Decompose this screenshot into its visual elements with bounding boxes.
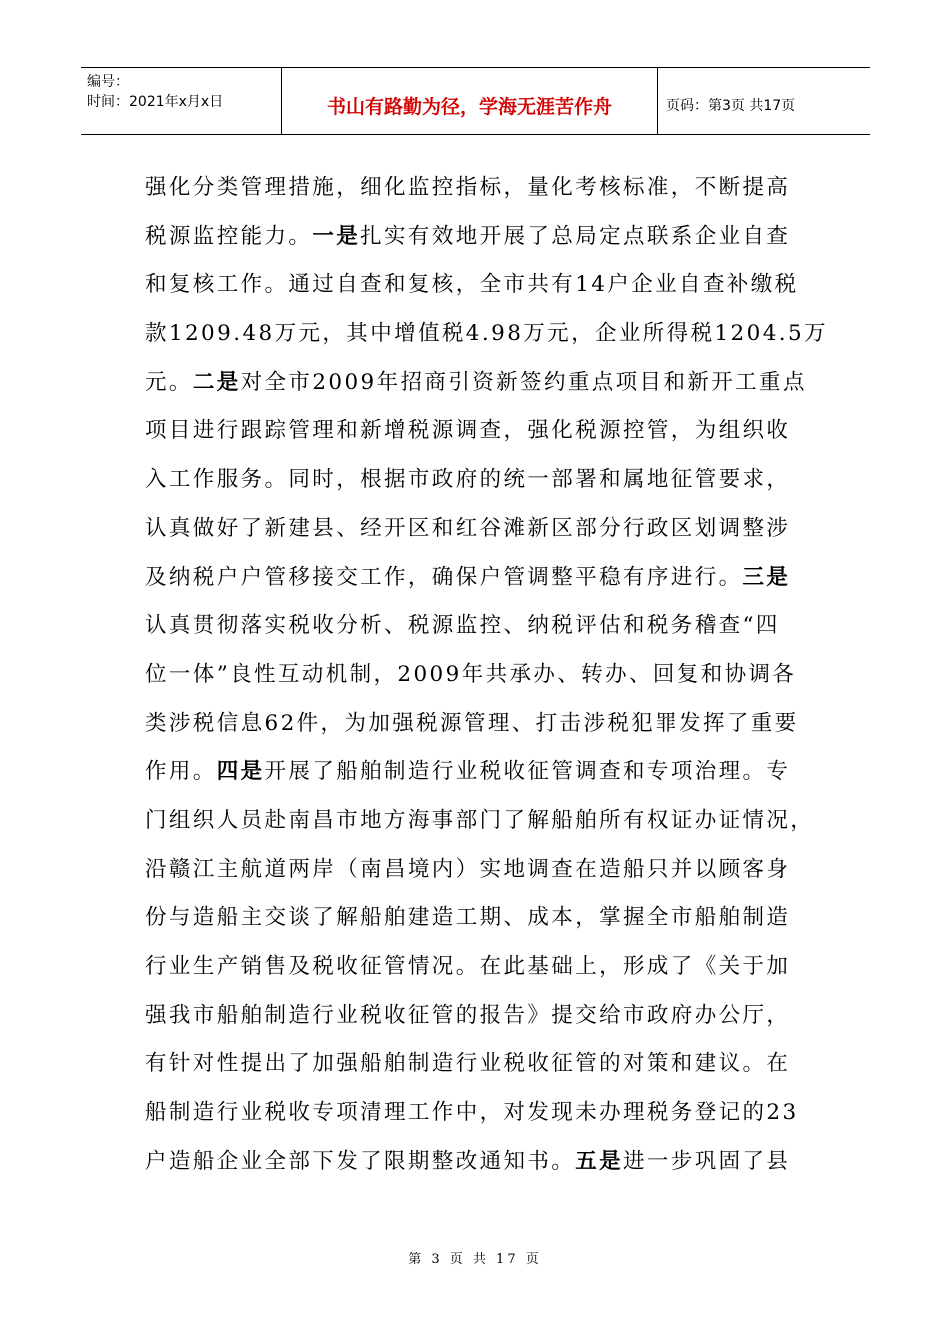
body-line — [145, 407, 810, 456]
bold-marker: 四是 — [216, 759, 265, 785]
text-run: 行业生产销售及税收征管情况。在此基础上，形成了《关于加 — [145, 954, 791, 979]
text-run: 沿赣江主航道两岸（南昌境内）实地调查在造船只并以顾客身 — [145, 856, 791, 882]
text-run: 及纳税户户管移接交工作，确保户管调整平稳有序进行。 — [145, 564, 743, 590]
body-line — [145, 797, 815, 846]
text-run: 户造船企业全部下发了限期整改通知书。 — [145, 1148, 576, 1174]
bold-marker: 三是 — [742, 564, 791, 590]
text-run: 有针对性提出了加强船舶制造行业税收征管的对策和建议。在 — [145, 1051, 791, 1077]
body-line — [145, 651, 810, 700]
body-line — [145, 505, 810, 554]
body-line — [145, 700, 810, 749]
page-header — [81, 67, 870, 135]
header-motto: 书山有路勤为径，学海无涯苦作舟 — [282, 68, 658, 134]
body-line — [145, 554, 810, 603]
header-meta — [81, 68, 282, 134]
text-run: 扎实有效地开展了总局定点联系企业自查 — [360, 223, 791, 249]
text-run: 认真贯彻落实税收分析、税源监控、纳税评估和税务稽查“四 — [145, 613, 780, 639]
text-run: 税源监控能力。 — [145, 223, 313, 249]
text-run: 对全市2009年招商引资新签约重点项目和新开工重点 — [240, 369, 807, 395]
text-run: 类涉税信息62件，为加强税源管理、打击涉税犯罪发挥了重要 — [145, 710, 799, 736]
code-label: 编号： — [87, 74, 129, 90]
text-run: 元。 — [145, 369, 193, 395]
text-run: 款1209.48万元，其中增值税4.98万元，企业所得税1204.5万 — [145, 321, 829, 347]
body-line — [145, 602, 810, 651]
body-line — [145, 846, 810, 895]
text-run: 位一体”良性互动机制，2009年共承办、转办、回复和协调各 — [145, 661, 797, 687]
text-run: 门组织人员赴南昌市地方海事部门了解船舶所有权证办证情况， — [145, 807, 815, 833]
text-run: 项目进行跟踪管理和新增税源调查，强化税源控管，为组织收 — [145, 418, 791, 444]
body-line — [145, 943, 810, 992]
text-run: 份与造船主交谈了解船舶建造工期、成本，掌握全市船舶制造 — [145, 905, 791, 931]
body-line — [145, 1138, 810, 1187]
body-line — [145, 992, 810, 1041]
body-line — [145, 359, 810, 408]
bold-marker: 二是 — [192, 369, 241, 395]
body-line — [145, 310, 829, 359]
bold-marker: 五是 — [575, 1148, 624, 1174]
body-line — [145, 456, 810, 505]
body-line — [145, 213, 810, 262]
text-run: 认真做好了新建县、经开区和红谷滩新区部分行政区划调整涉 — [145, 515, 791, 541]
time-label: 时间：2021年x月x日 — [87, 94, 224, 110]
body-line — [145, 894, 810, 943]
page-footer: 第 3 页 共 17 页 — [408, 1252, 542, 1267]
body-line — [145, 1040, 810, 1089]
body-line — [145, 164, 810, 213]
body-line — [145, 1089, 810, 1138]
text-run: 作用。 — [145, 759, 217, 785]
body-line — [145, 261, 810, 310]
text-run: 强化分类管理措施，细化监控指标，量化考核标准，不断提高 — [145, 175, 791, 200]
text-run: 开展了船舶制造行业税收征管调查和专项治理。专 — [264, 759, 791, 785]
text-run: 强我市船舶制造行业税收征管的报告》提交给市政府办公厅， — [145, 1002, 791, 1028]
text-run: 入工作服务。同时，根据市政府的统一部署和属地征管要求， — [145, 467, 791, 493]
document-body — [145, 164, 829, 1186]
text-run: 进一步巩固了县 — [623, 1148, 791, 1174]
header-page-info: 页码：第3页 共17页 — [666, 98, 796, 114]
bold-marker: 一是 — [312, 223, 361, 249]
body-line — [145, 748, 810, 797]
text-run: 船制造行业税收专项清理工作中，对发现未办理税务登记的23 — [145, 1100, 799, 1126]
text-run: 和复核工作。通过自查和复核，全市共有14户企业自查补缴税 — [145, 272, 799, 298]
